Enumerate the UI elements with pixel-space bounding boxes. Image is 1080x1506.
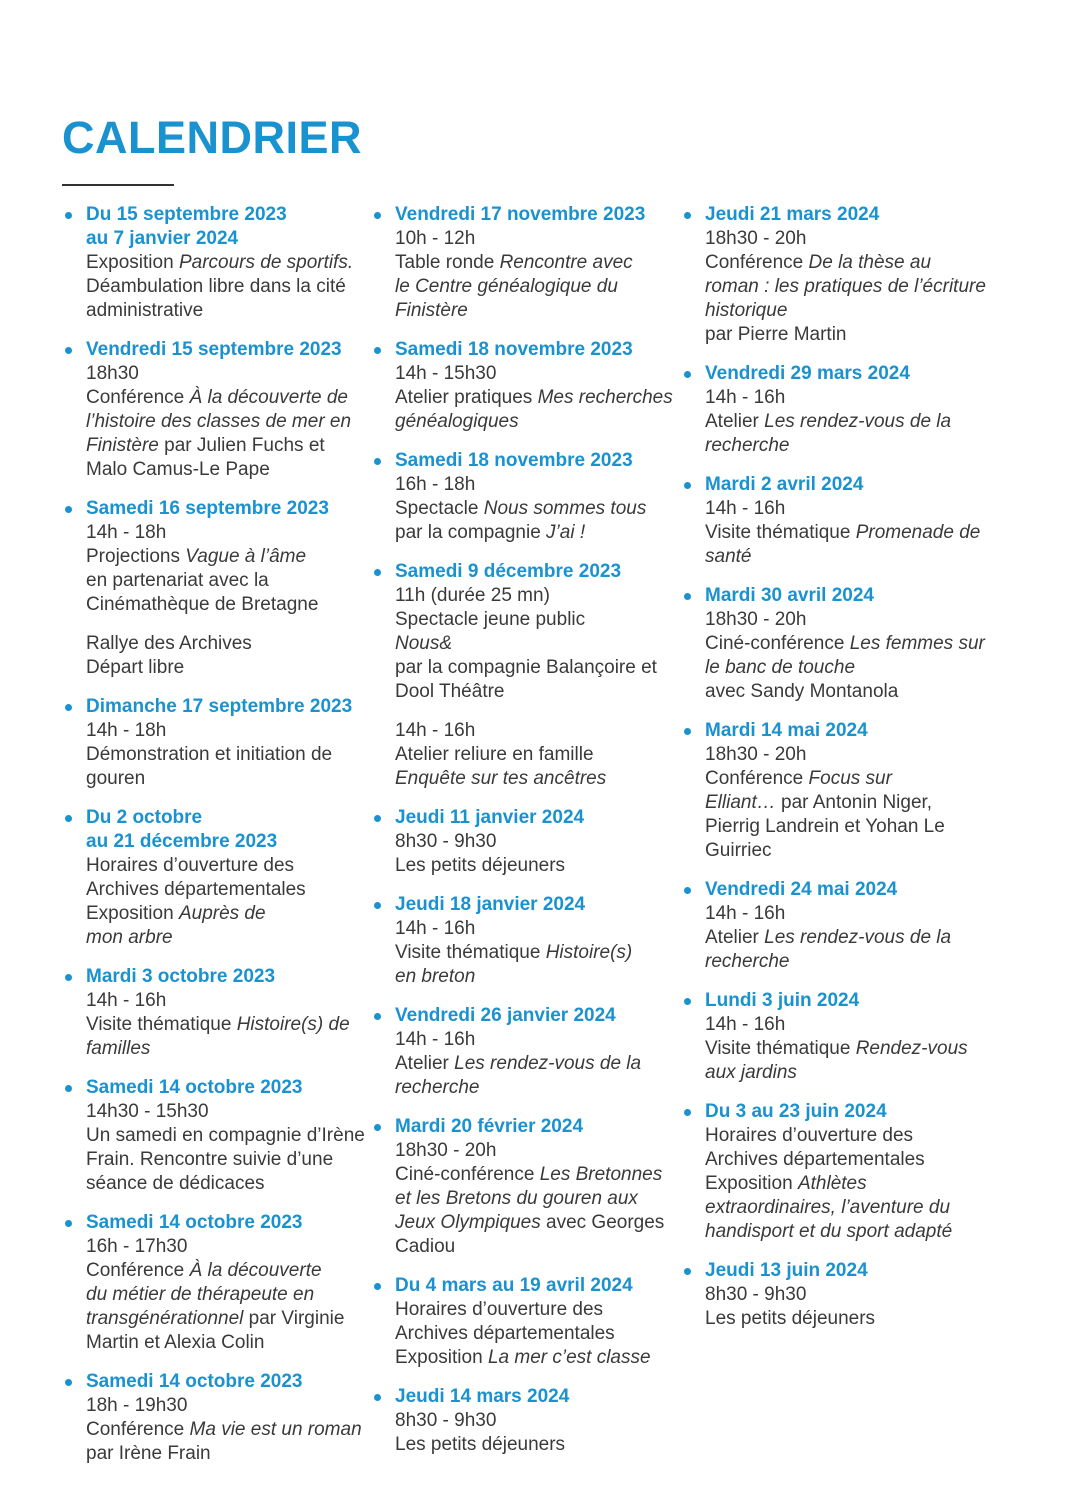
bullet-icon [684, 1268, 691, 1275]
event-detail: Horaires d’ouverture des Archives départementales [395, 1299, 615, 1344]
event-date: Du 2 octobre au 21 décembre 2023 [86, 807, 278, 852]
event-additional-session [395, 719, 676, 791]
calendar-column-3 [681, 203, 986, 1346]
event-detail: 8h30 - 9h30 [705, 1284, 807, 1305]
event-detail: 14h - 16h [395, 1029, 476, 1050]
event-detail: 14h - 18h [86, 522, 167, 543]
event-date: Samedi 14 octobre 2023 [86, 1212, 303, 1233]
bullet-icon [65, 347, 72, 354]
event-detail: Atelier Les rendez-vous de la recherche [705, 411, 952, 456]
calendar-event [371, 338, 676, 434]
event-date: Du 4 mars au 19 avril 2024 [395, 1275, 633, 1296]
bullet-icon [65, 1220, 72, 1227]
bullet-icon [65, 1085, 72, 1092]
calendar-event [62, 497, 367, 680]
calendar-event [371, 1385, 676, 1457]
bullet-icon [374, 1394, 381, 1401]
event-date: Dimanche 17 septembre 2023 [86, 696, 353, 717]
event-detail: Conférence Ma vie est un roman par Irène Frain [86, 1419, 362, 1464]
bullet-icon [684, 728, 691, 735]
event-detail: Nous& [395, 633, 453, 654]
event-detail: Ciné-conférence Les Bretonnes et les Bretons du gouren aux Jeux Olympiques avec Georges Cadiou [395, 1164, 665, 1257]
event-detail: 18h30 - 20h [705, 609, 807, 630]
event-detail: 16h - 18h [395, 474, 476, 495]
event-date: Samedi 18 novembre 2023 [395, 450, 633, 471]
calendar-event [371, 1004, 676, 1100]
calendar-event [62, 1211, 367, 1355]
event-date: Samedi 14 octobre 2023 [86, 1371, 303, 1392]
calendar-event [62, 695, 367, 791]
event-detail: Ciné-conférence Les femmes sur le banc de touche [705, 633, 985, 678]
event-detail: Visite thématique Histoire(s) en breton [395, 942, 633, 987]
event-date: Vendredi 17 novembre 2023 [395, 204, 646, 225]
bullet-icon [374, 458, 381, 465]
event-detail: 14h - 18h [86, 720, 167, 741]
event-detail: Exposition La mer c’est classe [395, 1347, 651, 1368]
bullet-icon [374, 815, 381, 822]
calendar-event [681, 362, 986, 458]
event-detail: Démonstration et initiation de gouren [86, 744, 333, 789]
calendar-event [681, 1259, 986, 1331]
event-detail: Exposition Auprès de mon arbre [86, 903, 266, 948]
event-detail: 14h - 16h [705, 1014, 786, 1035]
event-detail: Les petits déjeuners [705, 1308, 876, 1329]
calendar-event [62, 1370, 367, 1466]
bullet-icon [684, 371, 691, 378]
event-detail: 14h - 15h30 [395, 363, 497, 384]
event-detail: Atelier reliure en famille [395, 744, 594, 765]
bullet-icon [374, 212, 381, 219]
calendar-event [681, 203, 986, 347]
calendar-event [371, 1274, 676, 1370]
page-title: CALENDRIER [62, 112, 363, 163]
calendar-event [681, 584, 986, 704]
event-detail: Visite thématique Rendez-vous aux jardins [705, 1038, 968, 1083]
calendar-event [62, 203, 367, 323]
event-detail: Conférence Focus sur Elliant… par Antonin Niger, Pierrig Landrein et Yohan Le Guirriec [705, 768, 945, 861]
event-detail: Rallye des Archives [86, 633, 252, 654]
calendar-event [371, 1115, 676, 1259]
event-detail: Atelier Les rendez-vous de la recherche [395, 1053, 642, 1098]
bullet-icon [374, 1283, 381, 1290]
bullet-icon [374, 1124, 381, 1131]
event-detail: Exposition Parcours de sportifs. [86, 252, 354, 273]
event-additional-session [86, 632, 367, 680]
bullet-icon [65, 974, 72, 981]
bullet-icon [684, 482, 691, 489]
event-detail: Spectacle jeune public [395, 609, 586, 630]
event-detail: Déambulation libre dans la cité administrative [86, 276, 346, 321]
event-date: Du 15 septembre 2023 au 7 janvier 2024 [86, 204, 287, 249]
event-detail: 14h - 16h [86, 990, 167, 1011]
event-detail: Exposition Athlètes extraordinaires, l’aventure du handisport et du sport adapté [705, 1173, 953, 1242]
event-detail: Les petits déjeuners [395, 1434, 566, 1455]
event-date: Jeudi 11 janvier 2024 [395, 807, 585, 828]
event-detail: 8h30 - 9h30 [395, 1410, 497, 1431]
event-detail: Horaires d’ouverture des Archives départementales [705, 1125, 925, 1170]
event-detail: 14h - 16h [705, 387, 786, 408]
calendar-event [681, 473, 986, 569]
event-detail: 14h - 16h [705, 498, 786, 519]
event-date: Vendredi 29 mars 2024 [705, 363, 910, 384]
event-detail: Horaires d’ouverture des Archives départementales [86, 855, 306, 900]
bullet-icon [65, 506, 72, 513]
bullet-icon [65, 1379, 72, 1386]
bullet-icon [374, 347, 381, 354]
event-detail: Les petits déjeuners [395, 855, 566, 876]
calendar-event [62, 965, 367, 1061]
event-detail: 14h - 16h [395, 918, 476, 939]
event-date: Vendredi 26 janvier 2024 [395, 1005, 616, 1026]
event-detail: 18h - 19h30 [86, 1395, 188, 1416]
bullet-icon [65, 212, 72, 219]
event-detail: Conférence À la découverte du métier de thérapeute en transgénérationnel par Virginie Martin et Alexia Colin [86, 1260, 345, 1353]
event-date: Vendredi 24 mai 2024 [705, 879, 898, 900]
event-detail: 18h30 [86, 363, 139, 384]
event-date: Jeudi 21 mars 2024 [705, 204, 880, 225]
calendar-event [681, 878, 986, 974]
event-date: Mardi 3 octobre 2023 [86, 966, 276, 987]
event-detail: 11h (durée 25 mn) [395, 585, 550, 606]
bullet-icon [65, 815, 72, 822]
event-detail: Départ libre [86, 657, 185, 678]
event-date: Mardi 14 mai 2024 [705, 720, 868, 741]
event-detail: 10h - 12h [395, 228, 476, 249]
event-date: Samedi 18 novembre 2023 [395, 339, 633, 360]
event-date: Samedi 9 décembre 2023 [395, 561, 622, 582]
calendar-event [681, 1100, 986, 1244]
event-detail: Enquête sur tes ancêtres [395, 768, 607, 789]
bullet-icon [374, 569, 381, 576]
event-detail: 14h - 16h [705, 903, 786, 924]
event-date: Jeudi 13 juin 2024 [705, 1260, 868, 1281]
title-divider [62, 184, 174, 186]
event-detail: Atelier Les rendez-vous de la recherche [705, 927, 952, 972]
bullet-icon [374, 902, 381, 909]
event-detail: 18h30 - 20h [395, 1140, 497, 1161]
calendar-event [681, 989, 986, 1085]
event-date: Lundi 3 juin 2024 [705, 990, 860, 1011]
calendar-event [62, 806, 367, 950]
bullet-icon [65, 704, 72, 711]
event-date: Mardi 20 février 2024 [395, 1116, 584, 1137]
event-date: Mardi 2 avril 2024 [705, 474, 864, 495]
event-date: Jeudi 18 janvier 2024 [395, 894, 586, 915]
event-detail: Un samedi en compagnie d’Irène Frain. Rencontre suivie d’une séance de dédicaces [86, 1125, 365, 1194]
event-date: Mardi 30 avril 2024 [705, 585, 874, 606]
event-detail: Projections Vague à l’âme en partenariat avec la Cinémathèque de Bretagne [86, 546, 319, 615]
calendar-event [371, 560, 676, 791]
bullet-icon [684, 887, 691, 894]
calendar-event [681, 719, 986, 863]
calendar-column-1 [62, 203, 367, 1481]
calendar-event [371, 449, 676, 545]
event-date: Vendredi 15 septembre 2023 [86, 339, 342, 360]
event-detail: 16h - 17h30 [86, 1236, 188, 1257]
event-date: Jeudi 14 mars 2024 [395, 1386, 570, 1407]
event-detail: par la compagnie Balançoire et Dool Théâtre [395, 657, 657, 702]
event-detail: 14h30 - 15h30 [86, 1101, 209, 1122]
event-detail: Visite thématique Histoire(s) de familles [86, 1014, 350, 1059]
bullet-icon [684, 593, 691, 600]
bullet-icon [684, 998, 691, 1005]
event-date: Samedi 16 septembre 2023 [86, 498, 329, 519]
calendar-event [371, 203, 676, 323]
calendar-event [371, 893, 676, 989]
calendar-event [62, 1076, 367, 1196]
event-detail: 8h30 - 9h30 [395, 831, 497, 852]
bullet-icon [374, 1013, 381, 1020]
calendar-event [371, 806, 676, 878]
event-date: Samedi 14 octobre 2023 [86, 1077, 303, 1098]
event-detail: Table ronde Rencontre avec le Centre généalogique du Finistère [395, 252, 633, 321]
calendar-event [62, 338, 367, 482]
bullet-icon [684, 1109, 691, 1116]
event-detail: avec Sandy Montanola [705, 681, 899, 702]
event-detail: 18h30 - 20h [705, 228, 807, 249]
event-detail: Conférence À la découverte de l’histoire des classes de mer en Finistère par Julien Fuchs et Malo Camus-Le Pape [86, 387, 352, 480]
event-date: Du 3 au 23 juin 2024 [705, 1101, 887, 1122]
event-detail: 14h - 16h [395, 720, 476, 741]
event-detail: Spectacle Nous sommes tous par la compagnie J’ai ! [395, 498, 647, 543]
event-detail: Visite thématique Promenade de santé [705, 522, 981, 567]
calendar-column-2 [371, 203, 676, 1472]
event-detail: par Pierre Martin [705, 324, 847, 345]
event-detail: 18h30 - 20h [705, 744, 807, 765]
bullet-icon [684, 212, 691, 219]
event-detail: Atelier pratiques Mes recherches généalogiques [395, 387, 673, 432]
event-detail: Conférence De la thèse au roman : les pratiques de l’écriture historique [705, 252, 986, 321]
